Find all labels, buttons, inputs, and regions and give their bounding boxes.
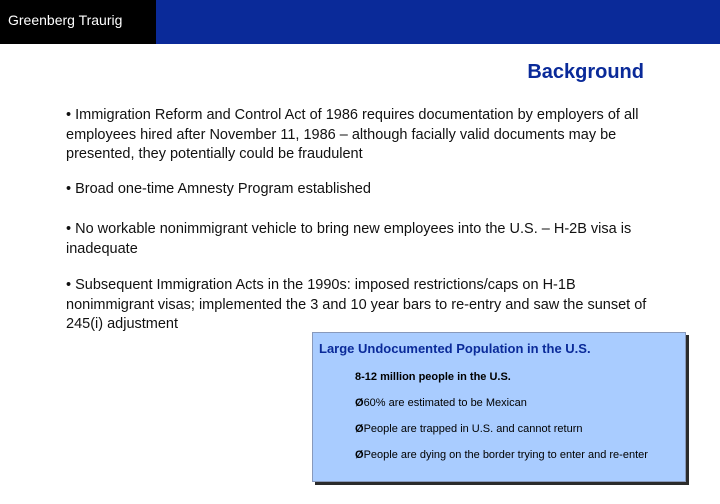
callout-item-text: 60% are estimated to be Mexican — [363, 397, 527, 409]
logo — [0, 0, 156, 44]
arrow-bullet-icon: Ø — [355, 423, 364, 435]
bullet-1990s-acts: • Subsequent Immigration Acts in the 1990s: imposed restrictions/caps on H-1B nonimmigrant visas; implemented the 3 and 10 year bars to re-entry and saw the sunset of 245(i) adjustment — [66, 277, 647, 332]
callout-item — [355, 449, 648, 461]
header-bar — [0, 0, 720, 44]
callout-item — [355, 423, 582, 435]
logo-text: Greenberg Traurig — [8, 12, 123, 28]
page-title: Background — [527, 61, 644, 83]
callout-item — [355, 397, 527, 409]
bullet-irca: • Immigration Reform and Control Act of 1986 requires documentation by employers of all employees hired after November 11, 1986 – although facially valid documents may be presented, they potentially could be fraudulent — [66, 107, 639, 162]
bullet-h2b: • No workable nonimmigrant vehicle to bring new employees into the U.S. – H-2B visa is inadequate — [66, 221, 632, 257]
callout-item-text: People are trapped in U.S. and cannot return — [363, 423, 583, 435]
bullet-amnesty: • Broad one-time Amnesty Program established — [66, 181, 371, 197]
callout-box — [312, 332, 686, 482]
arrow-bullet-icon: Ø — [355, 397, 364, 409]
callout-title: Large Undocumented Population in the U.S. — [319, 341, 591, 356]
callout-subtitle: 8-12 million people in the U.S. — [355, 371, 511, 383]
callout-item-text: People are dying on the border trying to enter and re-enter — [363, 449, 648, 461]
arrow-bullet-icon: Ø — [355, 449, 364, 461]
